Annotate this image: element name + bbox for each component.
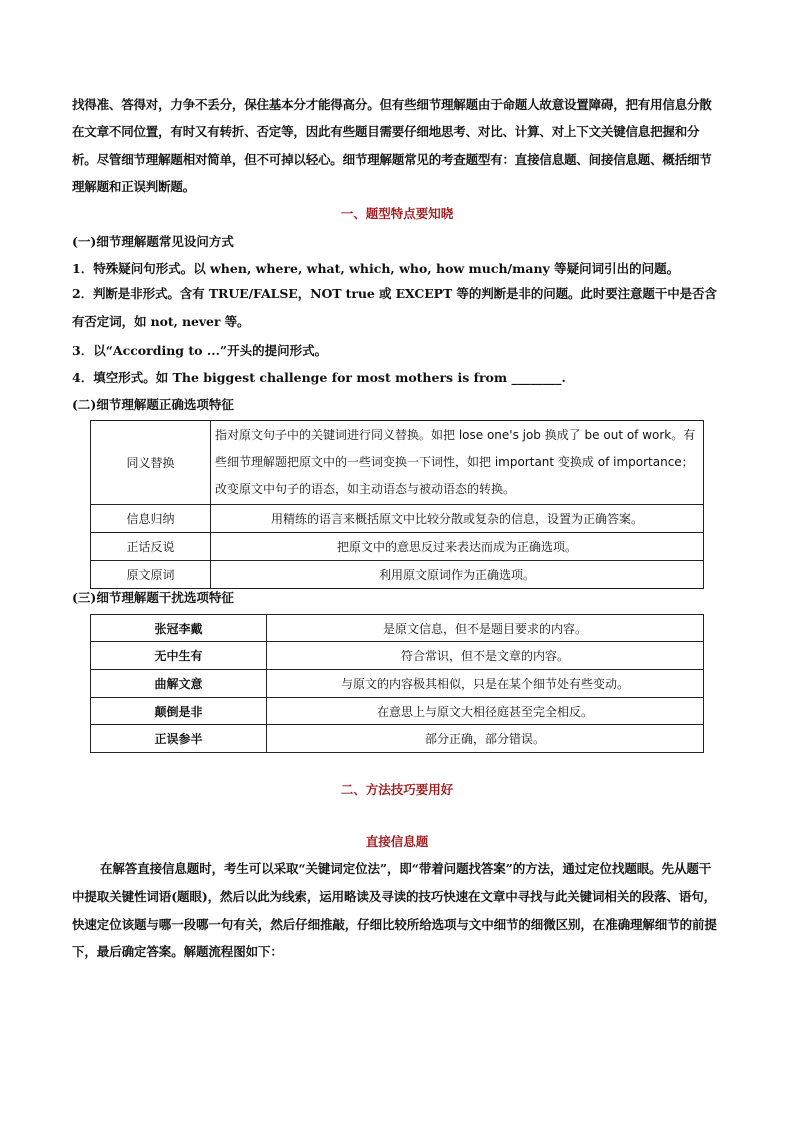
term-cell: 原文原词 — [91, 561, 211, 589]
method-paragraph: 在解答直接信息题时，考生可以采取“关键词定位法”，即“带着问题找答案”的方法，通过定位找题眼。先从题干中提取关键性词语(题眼)，然后以此为线索，运用略读及寻读的技巧快速在文章中寻找与此关键词相关的段落、语句，快速定位该题与哪一段哪一句有关，然后仔细推敲，仔细比较所给选项与文中细节的细微区别，在准确理解细节的前提下，最后确定答案。解题流程图如下： — [72, 861, 717, 960]
term-cell: 颠倒是非 — [91, 698, 267, 725]
term-cell: 张冠李戴 — [91, 615, 267, 642]
table-row — [91, 642, 704, 670]
correct-option-table — [90, 420, 704, 589]
description-cell: 部分正确，部分错误。 — [267, 725, 704, 753]
table-row — [91, 505, 704, 533]
description-cell: 符合常识，但不是文章的内容。 — [267, 642, 704, 670]
term-cell: 正误参半 — [91, 725, 267, 753]
term-cell: 同义替换 — [91, 421, 211, 505]
sub-heading-2: (二)细节理解题正确选项特征 — [72, 397, 234, 412]
list-item-2: 2．判断是非形式。含有 TRUE/FALSE，NOT true 或 EXCEPT 等的判断是非的问题。此时要注意题干中是否含有否定词，如 not, never 等。 — [72, 286, 717, 329]
sub-heading-3: (三)细节理解题干扰选项特征 — [72, 590, 234, 605]
list-item-4: 4．填空形式。如 The biggest challenge for most mothers is from ________. — [72, 370, 566, 385]
description-cell: 是原文信息，但不是题目要求的内容。 — [267, 615, 704, 642]
table-row — [91, 725, 704, 753]
table-row — [91, 421, 704, 505]
section2-heading: 二、方法技巧要用好 — [340, 782, 454, 797]
term-cell: 正话反说 — [91, 533, 211, 561]
list-item-3: 3．以“According to ...”开头的提问形式。 — [72, 343, 328, 358]
table-row — [91, 698, 704, 725]
term-cell: 信息归纳 — [91, 505, 211, 533]
description-cell: 在意思上与原文大相径庭甚至完全相反。 — [267, 698, 704, 725]
description-cell: 把原文中的意思反过来表达而成为正确选项。 — [211, 533, 704, 561]
section2-subheading: 直接信息题 — [365, 834, 429, 849]
description-cell: 利用原文原词作为正确选项。 — [211, 561, 704, 589]
table-row — [91, 533, 704, 561]
list-item-1: 1．特殊疑问句形式。以 when, where, what, which, who, how much/many 等疑问词引出的问题。 — [72, 261, 680, 276]
description-cell: 与原文的内容极其相似，只是在某个细节处有些变动。 — [267, 670, 704, 698]
table-row — [91, 561, 704, 589]
sub-heading-1: (一)细节理解题常见设问方式 — [72, 234, 234, 249]
table-row — [91, 615, 704, 642]
section1-heading: 一、题型特点要知晓 — [340, 206, 454, 221]
description-cell: 指对原文句子中的关键词进行同义替换。如把 lose one's job 换成了 be out of work。有些细节理解题把原文中的一些词变换一下词性，如把 important 变换成 of importance；改变原文中句子的语态，如主动语态与被动语态的转换。 — [211, 421, 704, 505]
term-cell: 曲解文意 — [91, 670, 267, 698]
table-row — [91, 670, 704, 698]
term-cell: 无中生有 — [91, 642, 267, 670]
description-cell: 用精练的语言来概括原文中比较分散或复杂的信息，设置为正确答案。 — [211, 505, 704, 533]
intro-paragraph: 找得准、答得对，力争不丢分，保住基本分才能得高分。但有些细节理解题由于命题人故意设置障碍，把有用信息分散在文章不同位置，有时又有转折、否定等，因此有些题目需要仔细地思考、对比、计算、对上下文关键信息把握和分析。尽管细节理解题相对简单，但不可掉以轻心。细节理解题常见的考查题型有：直接信息题、间接信息题、概括细节理解题和正误判断题。 — [72, 97, 712, 194]
distractor-option-table — [90, 614, 704, 753]
